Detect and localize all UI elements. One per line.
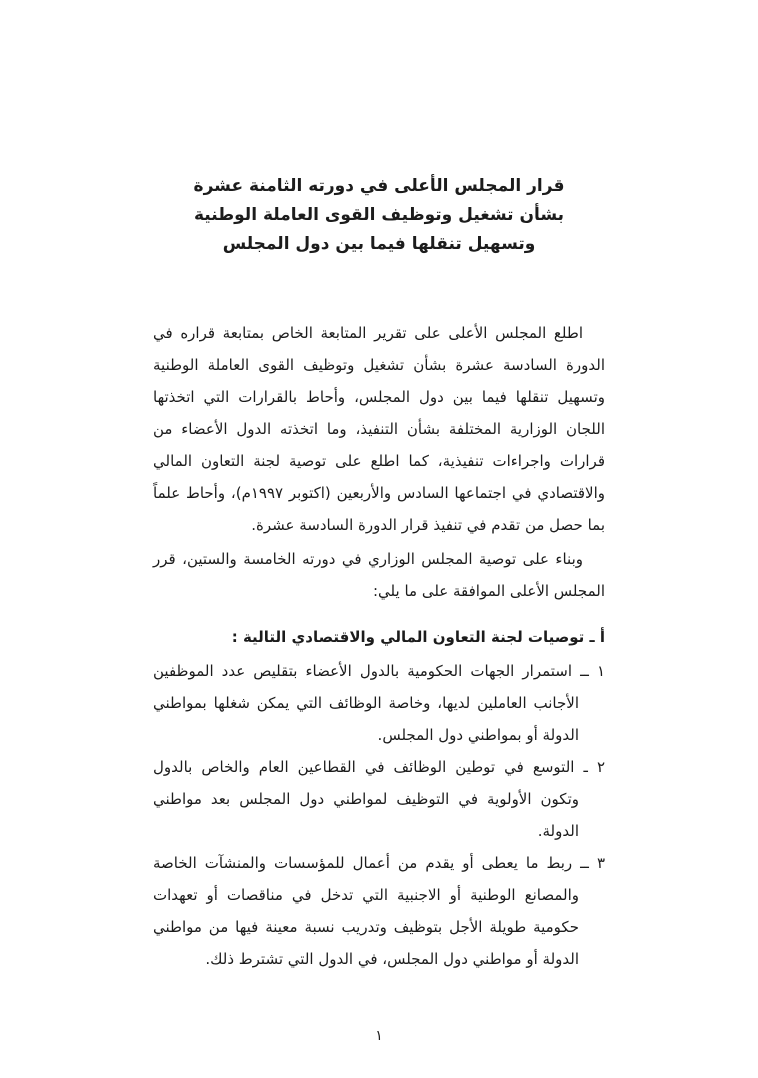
- document-title: [153, 172, 605, 259]
- page-number: ١: [375, 1028, 383, 1044]
- paragraph-1: اطلع المجلس الأعلى على تقرير المتابعة الخاص بمتابعة قراره في الدورة السادسة عشرة بشأن تشغيل وتوظيف القوى العاملة الوطنية وتسهيل تنقلها فيما بين دول المجلس، وأحاط بالقرارات التي اتخذتها اللجان الوزارية المختلفة بشأن التنفيذ، وما اتخذته الدول الأعضاء من قرارات واجراءات تنفيذية، كما اطلع على توصية لجنة التعاون المالي والاقتصادي في اجتماعها السادس والأربعين (اكتوبر ١٩٩٧م)، وأحاط علماً بما حصل من تقدم في تنفيذ قرار الدورة السادسة عشرة.: [153, 324, 605, 534]
- title-line-3: وتسهيل تنقلها فيما بين دول المجلس: [222, 234, 536, 254]
- document-content: [153, 0, 605, 975]
- list-item-3: ٣ ــ ربط ما يعطى أو يقدم من أعمال للمؤسسات والمنشآت الخاصة والمصانع الوطنية أو الاجنبية التي تدخل في مناقصات أو تعهدات حكومية طويلة الأجل بتوظيف وتدريب نسبة معينة فيها من مواطني الدولة أو مواطني دول المجلس، في الدول التي تشترط ذلك.: [153, 854, 605, 968]
- page-footer: [0, 1028, 758, 1044]
- list-item-2: ٢ ـ التوسع في توطين الوظائف في القطاعين العام والخاص بالدول وتكون الأولوية في التوظيف لمواطني دول المجلس بعد مواطني الدولة.: [153, 758, 605, 840]
- section-heading: أ ـ توصيات لجنة التعاون المالي والاقتصادي التالية :: [231, 628, 605, 646]
- title-line-1: قرار المجلس الأعلى في دورته الثامنة عشرة: [193, 176, 565, 196]
- paragraph-2: وبناء على توصية المجلس الوزاري في دورته الخامسة والستين، قرر المجلس الأعلى الموافقة على ما يلي:: [153, 550, 605, 600]
- list-item-1: ١ ــ استمرار الجهات الحكومية بالدول الأعضاء بتقليص عدد الموظفين الأجانب العاملين لديها، وخاصة الوظائف التي يمكن شغلها بمواطني الدولة أو بمواطني دول المجلس.: [153, 662, 605, 744]
- document-body: [153, 317, 605, 975]
- title-line-2: بشأن تشغيل وتوظيف القوى العاملة الوطنية: [193, 205, 565, 225]
